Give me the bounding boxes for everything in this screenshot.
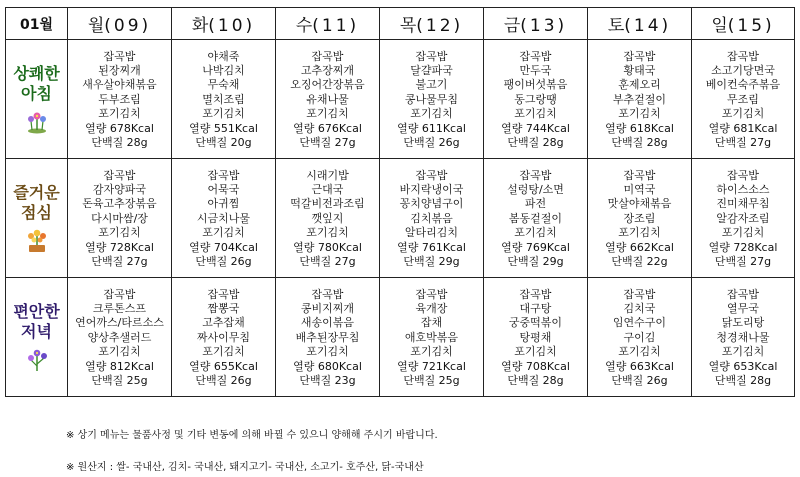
weekly-menu-table: [5, 7, 795, 397]
menu-cell-breakfast-mon: [68, 40, 172, 159]
menu-item: 포기김치: [514, 107, 557, 121]
meal-row-dinner: [6, 278, 795, 397]
menu-item: 꽁치양념구이: [399, 197, 464, 211]
meal-title-lunch: 즐거운 점심: [6, 159, 68, 278]
origin-notice: ※ 원산지 : 쌀- 국내산, 김치- 국내산, 돼지고기- 국내산, 소고기- 호주산, 닭-국내산: [66, 462, 424, 473]
protein-value: 단백질 29g: [403, 254, 460, 268]
protein-value: 단백질 27g: [299, 254, 356, 268]
menu-item: 팽이버섯볶음: [503, 78, 568, 92]
menu-cell-lunch-fri: [484, 159, 588, 278]
calorie-value: 열량 704Kcal: [189, 240, 258, 254]
calorie-value: 열량 680Kcal: [293, 359, 362, 373]
menu-item: 알감자조림: [716, 211, 770, 225]
menu-item: 콩비지찌개: [300, 302, 355, 316]
day-header-tue: 화(10): [172, 8, 276, 40]
menu-item: 아귀찜: [207, 197, 240, 211]
menu-item: 포기김치: [202, 107, 245, 121]
menu-cell-breakfast-thu: [380, 40, 484, 159]
menu-item: 포기김치: [721, 345, 765, 359]
menu-item: 청경채나물: [716, 330, 770, 344]
menu-item: 베이컨숙주볶음: [705, 78, 781, 92]
menu-cell-dinner-thu: [380, 278, 484, 397]
protein-value: 단백질 25g: [403, 373, 460, 387]
menu-item: 알타리김치: [404, 226, 459, 240]
menu-item: 잡곡밥: [415, 168, 448, 182]
menu-item: 근대국: [311, 183, 344, 197]
menu-item: 포기김치: [514, 226, 557, 240]
calorie-value: 열량 681Kcal: [708, 121, 778, 135]
menu-item: 열무국: [727, 302, 759, 316]
meal-row-lunch: [6, 159, 795, 278]
menu-cell-lunch-wed: [276, 159, 380, 278]
protein-value: 단백질 28g: [507, 373, 564, 387]
menu-item: 포기김치: [98, 107, 141, 121]
menu-item: 잡채: [420, 316, 443, 330]
menu-item: 훈제오리: [618, 78, 661, 92]
day-header-sat: 토(14): [588, 8, 692, 40]
menu-item: 황태국: [623, 64, 656, 78]
menu-item: 고추잡채: [202, 316, 245, 330]
menu-item: 포기김치: [98, 226, 141, 240]
menu-item: 유채나물: [306, 92, 349, 106]
menu-item: 고추장찌개: [300, 64, 355, 78]
menu-item: 육개장: [415, 302, 448, 316]
menu-item: 포기김치: [306, 345, 349, 359]
menu-item: 짜사이무침: [196, 330, 251, 344]
menu-item: 포기김치: [721, 226, 765, 240]
menu-item: 잡곡밥: [415, 49, 448, 63]
flower-pot-icon: [24, 108, 50, 134]
menu-item: 새우살야채볶음: [82, 78, 157, 92]
menu-item: 잡곡밥: [623, 168, 656, 182]
calorie-value: 열량 744Kcal: [501, 121, 570, 135]
menu-item: 깻잎지: [311, 211, 344, 225]
menu-item: 시금치나물: [196, 211, 251, 225]
menu-item: 부추겉절이: [612, 92, 667, 106]
day-header-sun: 일(15): [692, 8, 795, 40]
menu-item: 잡곡밥: [519, 49, 552, 63]
calorie-value: 열량 662Kcal: [605, 240, 674, 254]
month-label: 01월: [6, 8, 68, 40]
menu-item: 크루톤스프: [92, 302, 147, 316]
menu-item: 포기김치: [306, 226, 349, 240]
menu-item: 새송이볶음: [300, 316, 355, 330]
calorie-value: 열량 812Kcal: [85, 359, 154, 373]
menu-cell-breakfast-sun: [692, 40, 795, 159]
menu-item: 불고기: [415, 78, 448, 92]
menu-item: 짬뽕국: [207, 302, 240, 316]
menu-item: 잡곡밥: [311, 287, 344, 301]
menu-cell-dinner-wed: [276, 278, 380, 397]
menu-cell-lunch-mon: [68, 159, 172, 278]
menu-cell-dinner-tue: [172, 278, 276, 397]
flower-pot-icon: [23, 227, 51, 253]
menu-item: 궁중떡볶이: [508, 316, 563, 330]
protein-value: 단백질 22g: [611, 254, 668, 268]
menu-item: 잡곡밥: [207, 287, 240, 301]
calorie-value: 열량 780Kcal: [293, 240, 362, 254]
calorie-value: 열량 655Kcal: [189, 359, 258, 373]
protein-value: 단백질 28g: [91, 135, 148, 149]
footnotes: [66, 427, 438, 477]
menu-item: 떡갈비전과조림: [290, 197, 365, 211]
calorie-value: 열량 728Kcal: [708, 240, 778, 254]
menu-item: 포기김치: [618, 226, 661, 240]
protein-value: 단백질 26g: [403, 135, 460, 149]
meal-title-dinner: 편안한 저녁: [6, 278, 68, 397]
menu-item: 만두국: [519, 64, 552, 78]
menu-item: 콩나물무침: [404, 92, 459, 106]
protein-value: 단백질 23g: [299, 373, 356, 387]
protein-value: 단백질 28g: [714, 373, 772, 387]
menu-item: 구이김: [623, 330, 656, 344]
day-header-thu: 목(12): [380, 8, 484, 40]
menu-cell-lunch-thu: [380, 159, 484, 278]
menu-item: 된장찌개: [98, 64, 141, 78]
calorie-value: 열량 708Kcal: [501, 359, 570, 373]
menu-item: 잡곡밥: [207, 168, 240, 182]
menu-item: 잡곡밥: [727, 49, 759, 63]
protein-value: 단백질 29g: [507, 254, 564, 268]
menu-item: 멸치조림: [202, 92, 245, 106]
menu-item: 잡곡밥: [415, 287, 448, 301]
menu-item: 포기김치: [721, 107, 765, 121]
menu-item: 김치볶음: [410, 211, 453, 225]
menu-item: 포기김치: [306, 107, 349, 121]
menu-cell-lunch-sun: [692, 159, 795, 278]
menu-item: 진미채무침: [716, 197, 770, 211]
menu-item: 잡곡밥: [103, 49, 136, 63]
menu-item: 다시마쌈/장: [91, 211, 148, 225]
menu-item: 파전: [524, 197, 547, 211]
menu-item: 잡곡밥: [623, 287, 656, 301]
menu-item: 잡곡밥: [727, 168, 759, 182]
menu-item: 무숙채: [207, 78, 240, 92]
menu-change-notice: ※ 상기 메뉴는 물품사정 및 기타 변동에 의해 바뀔 수 있으니 양해해 주시기 바랍니다.: [66, 430, 438, 441]
protein-value: 단백질 28g: [611, 135, 668, 149]
menu-cell-breakfast-tue: [172, 40, 276, 159]
calorie-value: 열량 551Kcal: [189, 121, 258, 135]
menu-cell-breakfast-wed: [276, 40, 380, 159]
menu-item: 어묵국: [207, 183, 240, 197]
menu-cell-dinner-sat: [588, 278, 692, 397]
protein-value: 단백질 25g: [91, 373, 148, 387]
day-header-wed: 수(11): [276, 8, 380, 40]
menu-cell-lunch-tue: [172, 159, 276, 278]
menu-item: 임연수구이: [612, 316, 667, 330]
menu-item: 잡곡밥: [519, 287, 552, 301]
menu-item: 맛살야채볶음: [607, 197, 672, 211]
menu-item: 포기김치: [98, 345, 141, 359]
menu-item: 나박김치: [202, 64, 245, 78]
menu-cell-dinner-sun: [692, 278, 795, 397]
menu-item: 잡곡밥: [311, 49, 344, 63]
menu-cell-dinner-fri: [484, 278, 588, 397]
menu-item: 봄동겉절이: [508, 211, 563, 225]
protein-value: 단백질 20g: [195, 135, 252, 149]
protein-value: 단백질 27g: [91, 254, 148, 268]
menu-cell-dinner-mon: [68, 278, 172, 397]
meal-title-breakfast: 상쾌한 아침: [6, 40, 68, 159]
protein-value: 단백질 27g: [714, 135, 772, 149]
menu-cell-breakfast-sat: [588, 40, 692, 159]
flower-icon: [24, 346, 50, 372]
calorie-value: 열량 721Kcal: [397, 359, 466, 373]
menu-item: 포기김치: [410, 345, 453, 359]
calorie-value: 열량 653Kcal: [708, 359, 778, 373]
protein-value: 단백질 26g: [195, 373, 252, 387]
protein-value: 단백질 27g: [299, 135, 356, 149]
menu-item: 잡곡밥: [623, 49, 656, 63]
menu-item: 포기김치: [618, 107, 661, 121]
menu-item: 달걀파국: [410, 64, 453, 78]
day-header-fri: 금(13): [484, 8, 588, 40]
menu-item: 닭도리탕: [721, 316, 765, 330]
menu-item: 하이스소스: [716, 183, 770, 197]
calorie-value: 열량 678Kcal: [85, 121, 154, 135]
menu-item: 양상추샐러드: [87, 330, 152, 344]
menu-item: 김치국: [623, 302, 656, 316]
day-header-mon: 월(09): [68, 8, 172, 40]
menu-item: 잡곡밥: [103, 168, 136, 182]
menu-item: 포기김치: [514, 345, 557, 359]
menu-item: 배추된장무침: [295, 330, 360, 344]
menu-cell-lunch-sat: [588, 159, 692, 278]
calorie-value: 열량 618Kcal: [605, 121, 674, 135]
menu-item: 시래기밥: [306, 168, 349, 182]
calorie-value: 열량 728Kcal: [85, 240, 154, 254]
menu-item: 돈육고추장볶음: [82, 197, 157, 211]
menu-item: 장조림: [623, 211, 656, 225]
menu-item: 탕평채: [519, 330, 552, 344]
menu-item: 대구탕: [519, 302, 552, 316]
protein-value: 단백질 27g: [714, 254, 772, 268]
menu-item: 미역국: [623, 183, 656, 197]
menu-cell-breakfast-fri: [484, 40, 588, 159]
menu-item: 연어까스/타르소스: [75, 316, 164, 330]
calorie-value: 열량 663Kcal: [605, 359, 674, 373]
menu-item: 포기김치: [618, 345, 661, 359]
menu-item: 오징어간장볶음: [290, 78, 365, 92]
protein-value: 단백질 28g: [507, 135, 564, 149]
menu-item: 두부조림: [98, 92, 141, 106]
menu-item: 설렁탕/소면: [507, 183, 564, 197]
calorie-value: 열량 676Kcal: [293, 121, 362, 135]
menu-item: 바지락냉이국: [399, 183, 464, 197]
menu-item: 야채죽: [207, 49, 240, 63]
menu-item: 감자양파국: [92, 183, 147, 197]
menu-item: 포기김치: [202, 226, 245, 240]
calorie-value: 열량 761Kcal: [397, 240, 466, 254]
menu-item: 잡곡밥: [519, 168, 552, 182]
menu-item: 잡곡밥: [727, 287, 759, 301]
menu-item: 잡곡밥: [103, 287, 136, 301]
menu-item: 포기김치: [202, 345, 245, 359]
menu-item: 동그랑땡: [514, 92, 557, 106]
meal-row-breakfast: [6, 40, 795, 159]
protein-value: 단백질 26g: [611, 373, 668, 387]
menu-item: 애호박볶음: [404, 330, 459, 344]
menu-item: 포기김치: [410, 107, 453, 121]
menu-item: 무조림: [727, 92, 759, 106]
protein-value: 단백질 26g: [195, 254, 252, 268]
menu-item: 소고기당면국: [711, 64, 775, 78]
calorie-value: 열량 611Kcal: [397, 121, 466, 135]
calorie-value: 열량 769Kcal: [501, 240, 570, 254]
header-row: [6, 8, 795, 40]
